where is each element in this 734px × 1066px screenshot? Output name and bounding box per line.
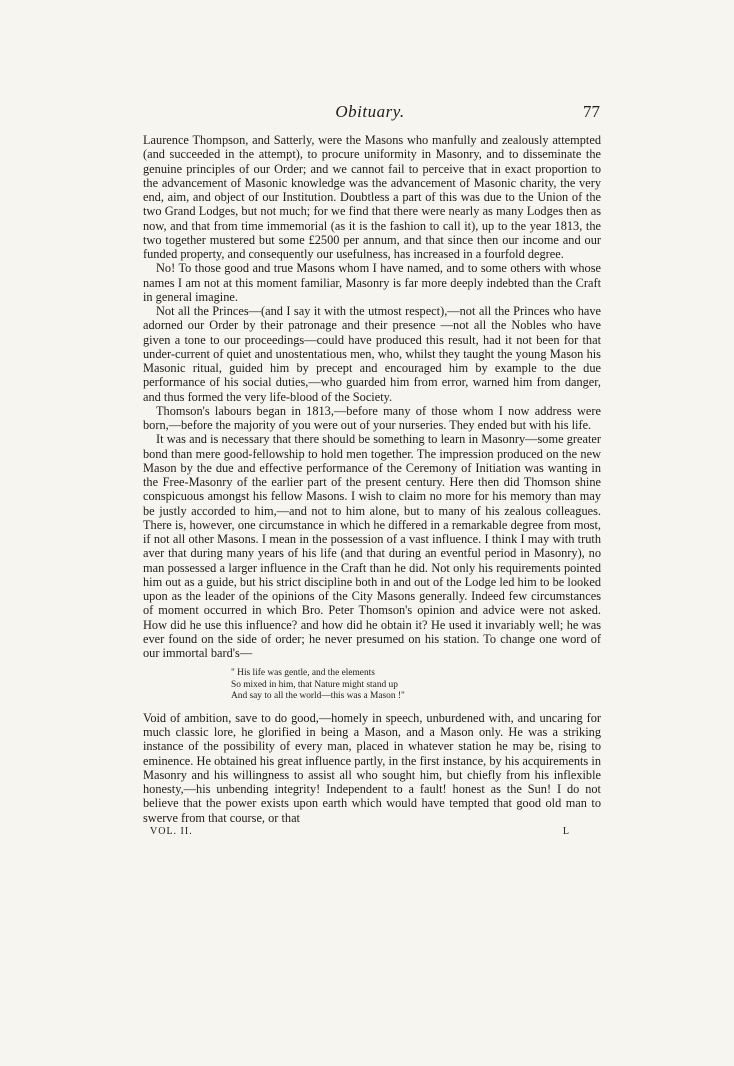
paragraph-4: Thomson's labours began in 1813,—before many of those whom I now address were born,—before the majority of you were out of your nurseries. They ended but with his life. — [143, 403, 601, 432]
page-footer — [150, 825, 570, 839]
paragraph-1: Laurence Thompson, and Satterly, were the Masons who manfully and zealously attempted (and succeeded in the attempt), to procure uniformity in Masonry, and to disseminate the genuine principles of our Order; and we cannot fail to perceive that in exact proportion to the advancement of Masonic knowledge was the advancement of Masonic charity, the very end, aim, and object of our Institution. Doubtless a part of this was due to the Union of the two Grand Lodges, but not much; for we find that there were nearly as many Lodges then as now, and that from time immemorial (as it is the fashion to call it), up to the year 1813, the two together mustered but some £2500 per annum, and that since then our income and our funded property, and consequently our usefulness, has increased in a fourfold degree. — [143, 133, 601, 261]
verse-line-2: So mixed in him, that Nature might stand up — [231, 679, 398, 690]
running-title: Obituary. — [335, 102, 405, 121]
page-header — [140, 102, 600, 126]
verse-line-1: " His life was gentle, and the elements — [231, 668, 375, 679]
paragraph-5: It was and is necessary that there should be something to learn in Masonry—some greater bond than mere good-fellowship to hold men together. The impression produced on the new Mason by the due and effective performance of the Ceremony of Initiation was wanting in the Free-Masonry of the earlier part of the present century. Here then did Thomson shine conspicuous amongst his fellow Masons. I wish to claim no more for his memory than may be justly accorded to him,—and not to him alone, but to many of his zealous colleagues. There is, however, one circumstance in which he differed in a remarkable degree from most, if not all other Masons. I mean in the possession of a vast influence. I think I may with truth aver that during many years of his life (and that during an eventful period in Masonry), no man possessed a larger influence in the Craft than he did. Not only his requirements pointed him out as a guide, but his strict discipline both in and out of the Lodge led him to be looked upon as the leader of the opinions of the City Masons generally. Indeed few circumstances of moment occurred in which Bro. Peter Thomson's opinion and advice were not asked. How did he use this influence? and how did he obtain it? He used it invariably well; he was ever found on the side of order; he never presumed on his station. To change one word of our immortal bard's— — [143, 432, 601, 660]
closing-paragraph: Void of ambition, save to do good,—homely in speech, unburdened with, and uncaring for much classic lore, he glorified in being a Mason, and a Mason only. He was a striking instance of the possibility of every man, placed in whatever station he may be, rising to eminence. He obtained his great influence partly, in the first instance, by his acquirements in Masonry and his willingness to assist all who sought him, but chiefly from his inflexible honesty,—his unbending integrity! Independent to a fault! honest as the Sun! I do not believe that the power exists upon earth which would have tempted that good old man to swerve from that course, or that — [143, 710, 601, 825]
page-number: 77 — [583, 102, 600, 121]
signature-mark: L — [562, 825, 570, 837]
paragraph-3: Not all the Princes—(and I say it with the utmost respect),—not all the Princes who have adorned our Order by their patronage and their presence —not all the Nobles who have given a tone to our proceedings—could have produced this result, had it not been for that under-current of quiet and unostentatious men, who, whilst they taught the young Mason his Masonic ritual, guided him by precept and encouraged him by example to the due performance of his social duties,—who guarded him from error, warned him from danger, and thus formed the very life-blood of the Society. — [143, 304, 601, 404]
verse-quotation — [231, 668, 601, 703]
body-text — [143, 133, 601, 839]
verse-line-3: And say to all the world—this was a Mason !" — [231, 691, 405, 702]
volume-label: VOL. II. — [150, 825, 193, 837]
paragraph-2: No! To those good and true Masons whom I have named, and to some others with whose names I am not at this moment familiar, Masonry is far more deeply indebted than the Craft in general imagine. — [143, 261, 601, 304]
